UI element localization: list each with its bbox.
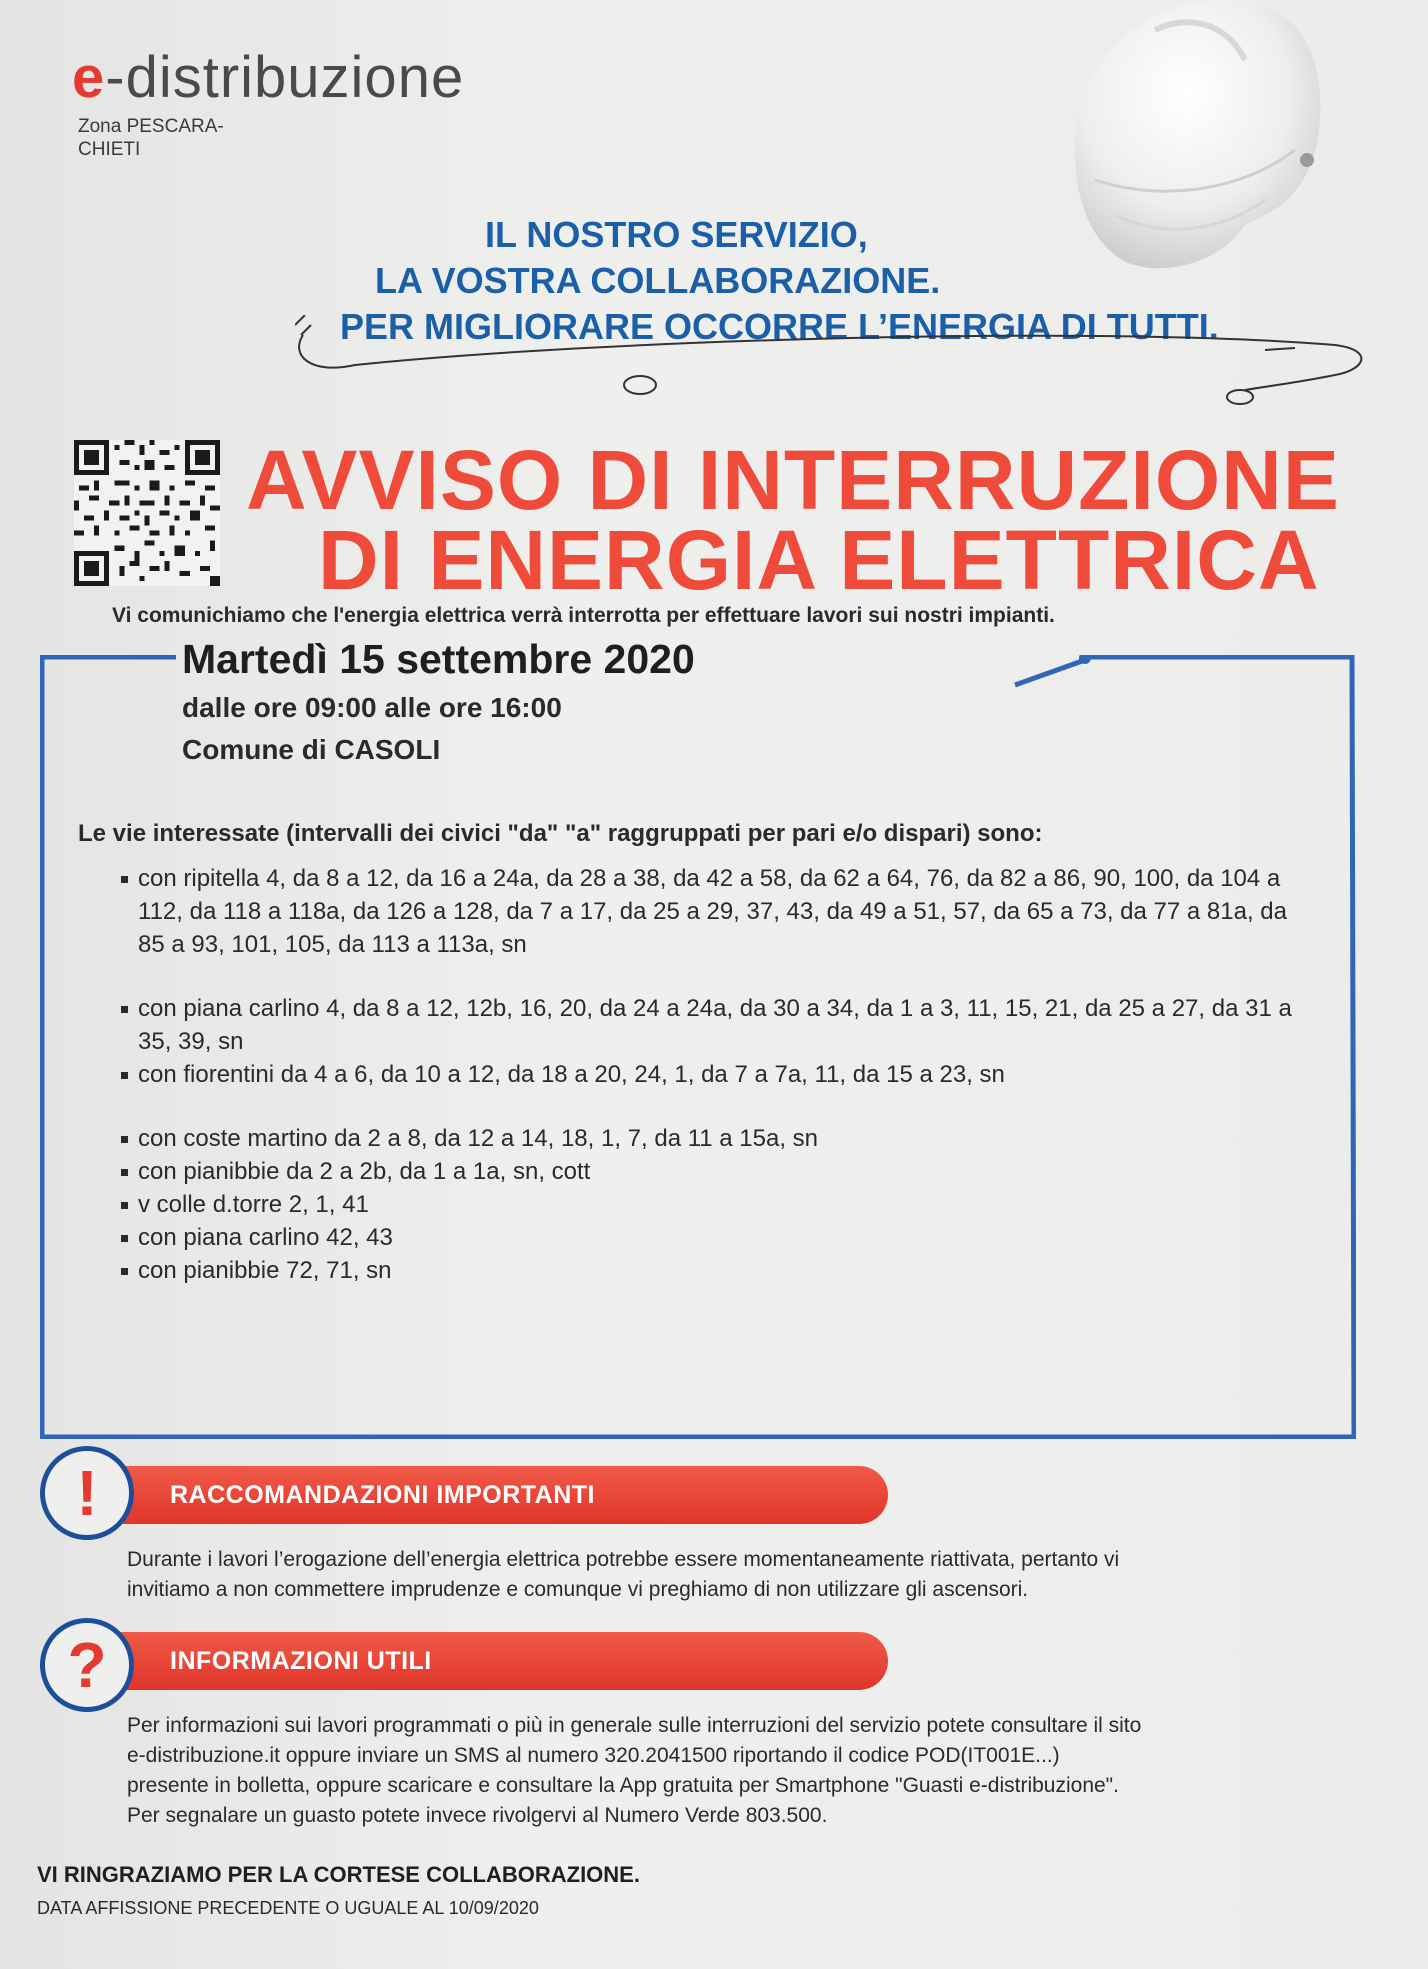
recommendations-text [127, 1545, 1347, 1605]
logo-text: -distribuzione [105, 45, 465, 110]
street-item: con piana carlino 4, da 8 a 12, 12b, 16, 20, da 24 a 24a, da 30 a 34, da 1 a 3, 11, 15, 21, da 25 a 27, da 31 a 35, 39, sn [118, 992, 1318, 1058]
street-item: con ripitella 4, da 8 a 12, da 16 a 24a, da 28 a 38, da 42 a 58, da 62 a 64, 76, da 82 a 86, 90, 100, da 104 a 112, da 118 a 118a, da 126 a 128, da 7 a 17, da 25 a 29, 37, 43, da 49 a 51, 57, da 65 a 73, da 77 a 81a, da 85 a 93, 101, 105, da 113 a 113a, sn [118, 862, 1318, 961]
comune-label: Comune di CASOLI [182, 734, 441, 765]
recommendations-header [110, 1466, 888, 1524]
exclamation-symbol: ! [76, 1457, 98, 1529]
info-heading: INFORMAZIONI UTILI [170, 1647, 432, 1675]
info-line-1: Per informazioni sui lavori programmati o più in generale sulle interruzioni del servizio potete consultare il sito [127, 1714, 1142, 1737]
recommendations-heading: RACCOMANDAZIONI IMPORTANTI [170, 1481, 595, 1509]
recommendations-line-2: invitiamo a non commettere imprudenze e comunque vi preghiamo di non utilizzare gli ascensori. [127, 1578, 1029, 1601]
intro-text: Vi comunichiamo che l'energia elettrica verrà interrotta per effettuare lavori sui nostri impianti. [112, 604, 1055, 627]
title-line-1: AVVISO DI INTERRUZIONE [246, 433, 1340, 527]
info-line-2: e-distribuzione.it oppure inviare un SMS al numero 320.2041500 riportando il codice POD(IT001E...) [127, 1744, 1060, 1767]
info-text [127, 1711, 1347, 1831]
street-item: con pianibbie 72, 71, sn [118, 1254, 1318, 1287]
street-item: v colle d.torre 2, 1, 41 [118, 1188, 1318, 1221]
slogan-line-1: IL NOSTRO SERVIZIO, [485, 214, 868, 255]
street-item: con piana carlino 42, 43 [118, 1221, 1318, 1254]
info-line-4: Per segnalare un guasto potete invece rivolgervi al Numero Verde 803.500. [127, 1804, 828, 1827]
exclamation-icon [40, 1446, 134, 1540]
logo-e: e [72, 45, 106, 110]
slogan-line-2: LA VOSTRA COLLABORAZIONE. [375, 260, 941, 301]
streets-title: Le vie interessate (intervalli dei civici "da" "a" raggruppati per pari e/o dispari) sono: [78, 820, 1043, 847]
thanks-text: VI RINGRAZIAMO PER LA CORTESE COLLABORAZIONE. [37, 1862, 640, 1887]
slogan-line-3: PER MIGLIORARE OCCORRE L’ENERGIA DI TUTTI. [340, 306, 1219, 347]
streets-list [118, 862, 1318, 1287]
qr-code-icon [74, 440, 220, 586]
e-distribuzione-logo [72, 44, 464, 111]
affix-date: DATA AFFISSIONE PRECEDENTE O UGUALE AL 10/09/2020 [37, 1898, 539, 1918]
interruption-hours: dalle ore 09:00 alle ore 16:00 [182, 692, 562, 723]
question-icon [40, 1618, 134, 1712]
notice-title [240, 433, 1390, 607]
recommendations-line-1: Durante i lavori l’erogazione dell’energia elettrica potrebbe essere momentaneamente riattivata, pertanto vi [127, 1548, 1120, 1571]
interruption-date: Martedì 15 settembre 2020 [182, 636, 695, 682]
zone-label: Zona PESCARA-CHIETI [78, 116, 224, 160]
info-line-3: presente in bolletta, oppure scaricare e consultare la App gratuita per Smartphone "Guasti e-distribuzione". [127, 1774, 1119, 1797]
question-symbol: ? [67, 1629, 107, 1701]
power-cord-illustration [295, 315, 1365, 405]
info-header [110, 1632, 888, 1690]
title-line-2: DI ENERGIA ELETTRICA [318, 513, 1320, 607]
street-item: con coste martino da 2 a 8, da 12 a 14, 18, 1, 7, da 11 a 15a, sn [118, 1122, 1318, 1155]
street-item: con pianibbie da 2 a 2b, da 1 a 1a, sn, cott [118, 1155, 1318, 1188]
street-item: con fiorentini da 4 a 6, da 10 a 12, da 18 a 20, 24, 1, da 7 a 7a, 11, da 15 a 23, sn [118, 1058, 1318, 1091]
